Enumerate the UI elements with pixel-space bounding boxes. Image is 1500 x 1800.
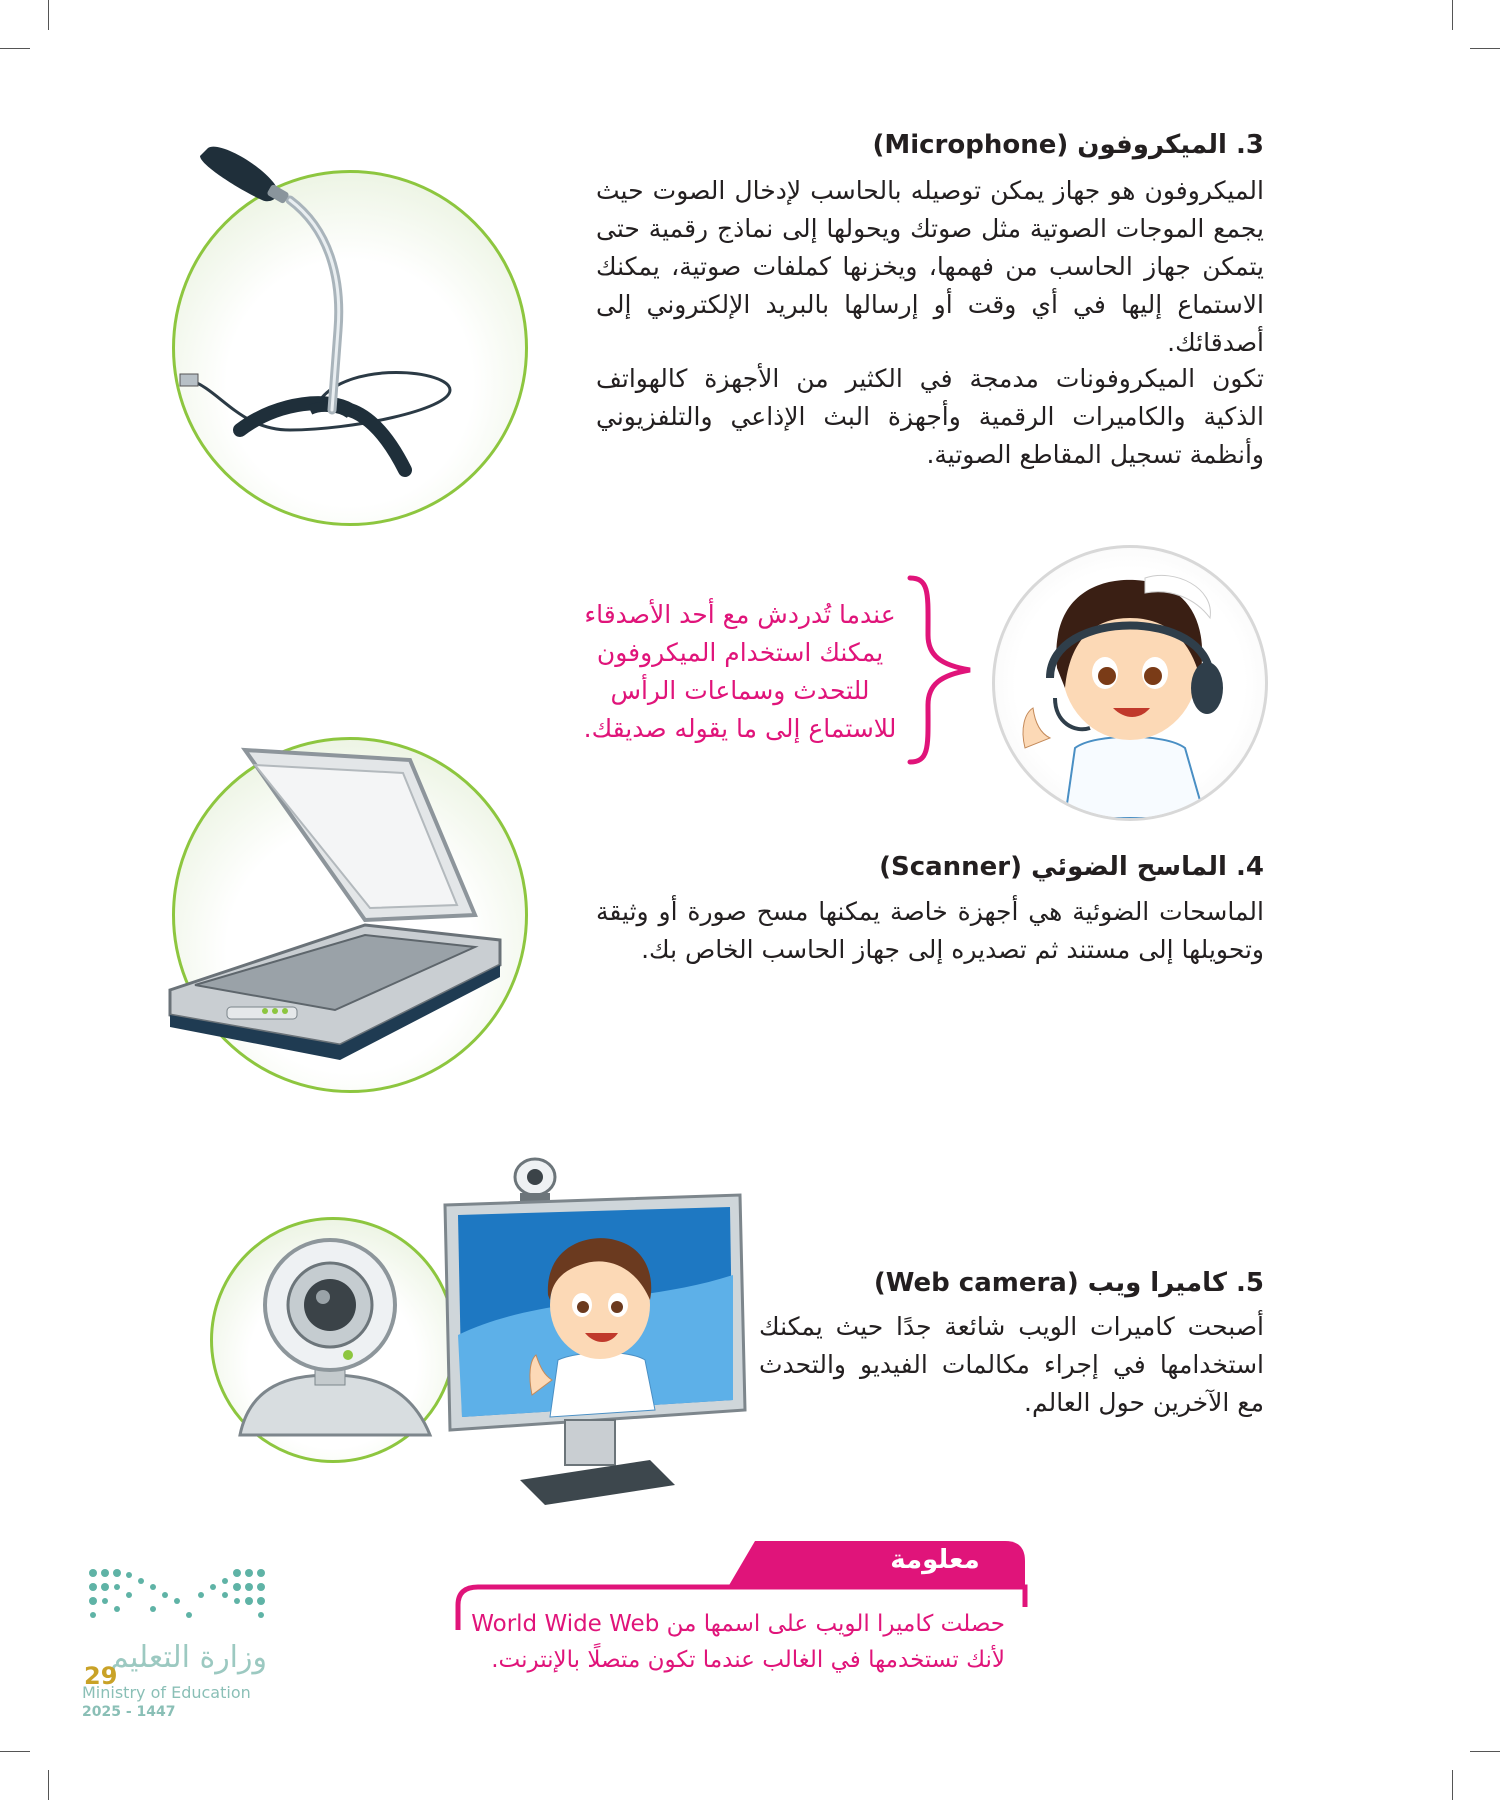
monitor-illustration — [440, 1155, 750, 1515]
webcam-illustration — [230, 1235, 440, 1445]
ministry-name-ar: وزارة التعليم — [109, 1640, 267, 1675]
page-number: 29 — [84, 1662, 118, 1690]
crop-mark — [0, 48, 30, 49]
section3-paragraph2: تكون الميكروفونات مدمجة في الكثير من الأجهزة كالهواتف الذكية والكاميرات الرقمية وأجهزة البث الإذاعي والتلفزيوني وأنظمة تسجيل المقاطع الصوتية. — [596, 364, 1264, 469]
section5-paragraph: أصبحت كاميرات الويب شائعة جدًا حيث يمكنك استخدامها في إجراء مكالمات الفيديو والتحدث مع الآخرين حول العالم. — [759, 1312, 1264, 1417]
girl-headset-illustration — [995, 548, 1265, 818]
girl-headset-avatar — [992, 545, 1268, 821]
tip-text — [570, 596, 910, 748]
section5-heading: 5. كاميرا ويب (Web camera) — [873, 1268, 1264, 1298]
crop-mark — [48, 0, 49, 30]
microphone-illustration — [150, 130, 530, 490]
crop-mark — [48, 1770, 49, 1800]
crop-mark — [0, 1751, 30, 1752]
section3-paragraph1: الميكروفون هو جهاز يمكن توصيله بالحاسب لإدخال الصوت حيث يجمع الموجات الصوتية مثل صوتك ويحولها إلى نماذج رقمية حتى يتمكن جهاز الحاسب من فهمها، ويخزنها كملفات صوتية، يمكنك الاستماع إليها في أي وقت أو إرسالها بالبريد الإلكتروني إلى أصدقائك. — [596, 176, 1264, 357]
info-line: لأنك تستخدمها في الغالب عندما تكون متصلًا بالإنترنت. — [491, 1647, 1005, 1673]
tip-line: للاستماع إلى ما يقوله صديقك. — [583, 714, 897, 743]
crop-mark — [1452, 1770, 1453, 1800]
ministry-logo-dots — [85, 1565, 265, 1627]
tip-line: عندما تُدردش مع أحد الأصدقاء — [584, 600, 896, 629]
tip-line: للتحدث وسماعات الرأس — [610, 676, 870, 705]
crop-mark — [1470, 1751, 1500, 1752]
info-line: حصلت كاميرا الويب على اسمها من World Wide Web — [471, 1611, 1005, 1637]
section4-paragraph: الماسحات الضوئية هي أجهزة خاصة يمكنها مسح صورة أو وثيقة وتحويلها إلى مستند ثم تصديره إلى جهاز الحاسب الخاص بك. — [596, 897, 1264, 964]
section3-heading: 3. الميكروفون (Microphone) — [872, 130, 1264, 160]
scanner-illustration — [165, 745, 505, 1065]
crop-mark — [1470, 48, 1500, 49]
tip-brace — [900, 575, 980, 765]
info-text — [445, 1606, 1005, 1678]
section4-heading: 4. الماسح الضوئي (Scanner) — [879, 852, 1264, 882]
academic-year: 2025 - 1447 — [82, 1704, 176, 1720]
ministry-name-en: Ministry of Education — [82, 1683, 251, 1702]
crop-mark — [1452, 0, 1453, 30]
tip-line: يمكنك استخدام الميكروفون — [596, 638, 884, 667]
info-label: معلومة — [890, 1545, 980, 1575]
